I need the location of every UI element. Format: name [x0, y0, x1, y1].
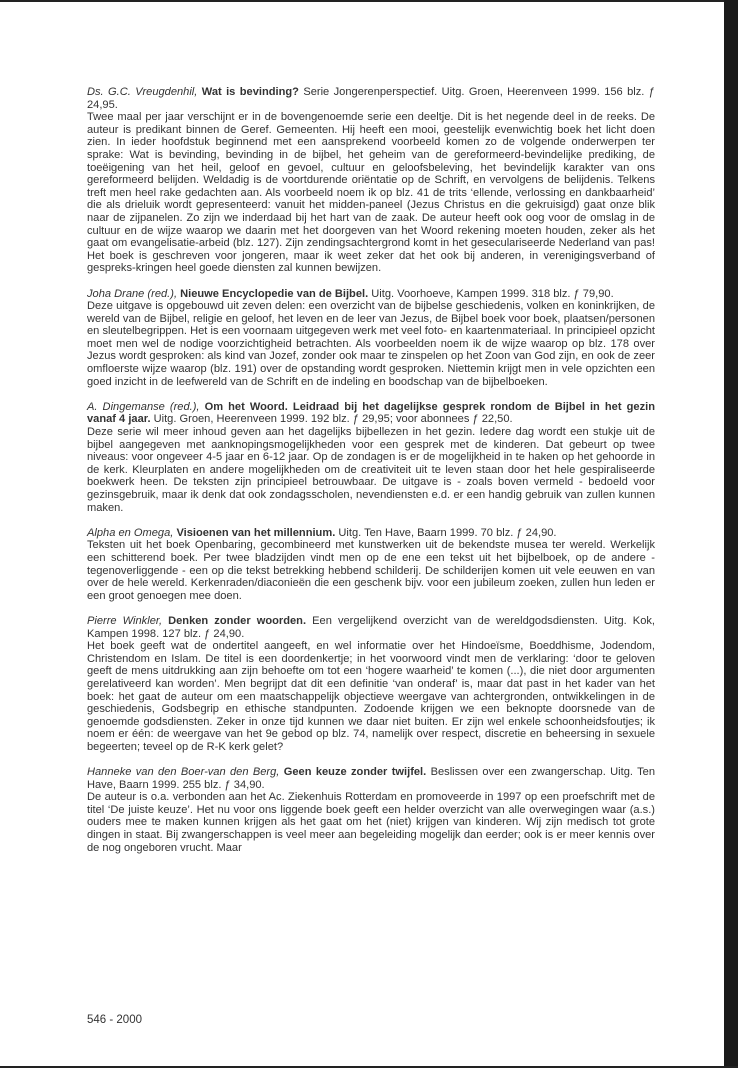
- review-heading: [87, 527, 655, 540]
- review-meta: Uitg. Voorhoeve, Kampen 1999. 318 blz. ƒ 79,90.: [371, 287, 614, 300]
- review-author: Alpha en Omega,: [87, 526, 174, 539]
- top-border: [0, 0, 738, 2]
- review-author: A. Dingemanse (red.),: [87, 400, 200, 413]
- review-title: Om het Woord. Leidraad bij het dagelijkse gesprek rondom de Bijbel in het gezin vanaf 4 jaar.: [87, 400, 655, 426]
- review-meta: Uitg. Ten Have, Baarn 1999. 70 blz. ƒ 24,90.: [338, 526, 557, 539]
- review-title: Wat is bevinding?: [201, 86, 299, 98]
- review-heading: [87, 766, 655, 791]
- review-heading: [87, 615, 655, 640]
- review-author: Ds. G.C. Vreugdenhil,: [87, 86, 198, 98]
- review-meta: Uitg. Groen, Heerenveen 1999. 192 blz. ƒ 29,95; voor abonnees ƒ 22,50.: [153, 413, 513, 426]
- review-author: Joha Drane (red.),: [87, 287, 178, 300]
- review-meta: Beslissen over een zwangerschap. Uitg. Ten Have, Baarn 1999. 255 blz. ƒ 34,90.: [87, 766, 655, 791]
- review-text: Deze uitgave is opgebouwd uit zeven delen: een overzicht van de bijbelse geschiedenis, volken en koninkrijken, de wereld van de Bijbel, religie en geloof, het leven en de leer van Jezus, de Bijbel boek voor boek, plaatsen/personen en sleutelbegrippen. Het is een voornaam uitgegeven werk met veel foto- en kaartenmateriaal. In principieel opzicht moet men wel de nodige voorzichtigheid betrachten. Als voorbeelden noem ik de wijze waarop op blz. 178 over Jezus wordt gesproken: als kind van Jozef, zonder ook maar te zinspelen op het Zoon van God zijn, en ook de zeer omfloerste wijze waarop (blz. 191) over de opstanding wordt gesproken. Niettemin krijgt men in vele opzichten een goed inzicht in de leefwereld van de Schrift en de indeling en boodschap van de bijbelboeken.: [87, 300, 655, 388]
- review-meta: Serie Jongerenperspectief. Uitg. Groen, Heerenveen 1999. 156 blz. ƒ 24,95.: [87, 86, 655, 111]
- review-author: Pierre Winkler,: [87, 614, 163, 627]
- review-meta: Een vergelijkend overzicht van de wereldgodsdiensten. Uitg. Kok, Kampen 1998. 127 blz. ƒ 24,90.: [87, 614, 656, 640]
- review-title: Nieuwe Encyclopedie van de Bijbel.: [180, 287, 369, 300]
- review-title: Denken zonder woorden.: [168, 614, 307, 627]
- review-title: Geen keuze zonder twijfel.: [283, 766, 427, 779]
- page-body: [87, 86, 655, 867]
- review-item: [87, 615, 655, 754]
- page-number: 546 - 2000: [87, 1014, 142, 1026]
- review-text: Teksten uit het boek Openbaring, gecombineerd met kunstwerken uit de bekendste musea ter wereld. Werkelijk een schitterend boek. Per twee bladzijden vindt men op de ene een tekst uit het bijbelboek, op de andere - tegenoverliggende - een op die tekst betrekking hebbend schilderij. De schilderijen komen uit vele eeuwen en van over de hele wereld. Kerkenraden/diaconieën die een geschenk bijv. voor een jubileum zoeken, zullen hun leden er een groot genoegen mee doen.: [87, 539, 655, 602]
- review-item: [87, 766, 655, 854]
- review-heading: [87, 401, 655, 426]
- review-author: Hanneke van den Boer-van den Berg,: [87, 766, 280, 779]
- review-item: [87, 401, 655, 514]
- right-scan-edge: [724, 0, 738, 1068]
- review-text: Het boek geeft wat de ondertitel aangeeft, en wel informatie over het Hindoeïsme, Boeddhisme, Jodendom, Christendom en Islam. De titel is een doordenkertje; in het voorwoord vindt men de verklaring: ‘door te geloven geeft de mens uitdrukking aan zijn behoefte om tot een ‘hogere waarheid’ te komen (...), die niet door argumenten gerelativeerd kan worden’. Men begrijpt dat dit een definitie ‘van onderaf’ is, maar dat past in het kader van het boek: het gaat de auteur om een maatschappelijk objectieve weergave van achtergronden, ontwikkelingen in de geschiedenis, Godsbegrip en ethische standpunten. Zodoende krijgen we een beknopte doorsnede van de genoemde godsdiensten. Zeker in onze tijd kunnen we daar niet buiten. Er zijn wel enkele schoonheidsfoutjes; ik noem er één: de weergave van het 9e gebod op blz. 74, namelijk over respect, discretie en beheersing in sexuele begeerten; teveel op de R-K kerk gelet?: [87, 640, 655, 753]
- review-heading: [87, 86, 655, 111]
- review-text: Twee maal per jaar verschijnt er in de bovengenoemde serie een deeltje. Dit is het negende deel in de reeks. De auteur is predikant binnen de Geref. Gemeenten. Hij heeft een mooi, geestelijk evenwichtig boek het licht doen zien. In ieder hoofdstuk beginnend met een aansprekend voorbeeld komen zo de volgende onderwerpen ter sprake: Wat is bevinding, bevinding in de bijbel, het geheim van de gereformeerd-bevindelijke prediking, de toeëigening van het heil, geloof en gevoel, cultuur en geloofsbeleving, het bevindelijk karakter van ons gereformeerd belijden. Weldadig is de voortdurende oriëntatie op de Schrift, en vervolgens de belijdenis. Telkens treft men heel rake gedachten aan. Als voorbeeld noem ik op blz. 41 de trits ‘ellende, verlossing en dankbaarheid’ die als drieluik wordt gepresenteerd: vanuit het midden-paneel (Jezus Christus en die gekruisigd) gaat onze blik naar de zijpanelen. Zo zijn we inderdaad bij het hart van de zaak. De auteur heeft ook oog voor de omslag in de cultuur en de wijze waarop we daarin met het doorgeven van het Woord rekening moeten houden, zeker als het gaat om evangelisatie-arbeid (blz. 127). Zijn zendingsachtergrond komt in het geseculariseerde Nederland van pas! Het boek is geschreven voor jongeren, maar ik weet zeker dat het ook bij anderen, in verenigingsverband of gespreks-kringen heel goede diensten zal kunnen bewijzen.: [87, 111, 655, 275]
- review-heading: [87, 288, 655, 301]
- review-item: [87, 288, 655, 389]
- review-text: De auteur is o.a. verbonden aan het Ac. Ziekenhuis Rotterdam en promoveerde in 1997 op een proefschrift met de titel ‘De juiste keuze’. Het nu voor ons liggende boek geeft een helder overzicht van alle overwegingen waar (a.s.) ouders mee te maken kunnen krijgen als het gaat om het (niet) krijgen van kinderen. Wij zijn medisch tot grote dingen in staat. Bij zwangerschappen is veel meer aan begeleiding mogelijk dan eerder; ook is er meer kennis over de nog ongeboren vrucht. Maar: [87, 791, 655, 854]
- review-item: [87, 86, 655, 275]
- review-item: [87, 527, 655, 603]
- review-title: Visioenen van het millennium.: [176, 526, 336, 539]
- review-text: Deze serie wil meer inhoud geven aan het dagelijks bijbellezen in het gezin. Iedere dag wordt een stukje uit de bijbel aangegeven met aanknopingsmogelijkheden voor een gesprek met de kinderen. Dat gebeurt op twee niveaus: voor ongeveer 4-5 jaar en 6-12 jaar. Op de zondagen is er de mogelijkheid in te haken op het gehoorde in de kerk. Kleurplaten en andere mogelijkheden om de creativiteit uit te leven staan door het hele gespiraliseerde boekwerk heen. De teksten zijn principieel betrouwbaar. De uitgave is - zoals boven vermeld - bedoeld voor gezinsgebruik, maar ik denk dat ook zondagsscholen, nevendiensten e.d. er een handig gebruik van zullen kunnen maken.: [87, 426, 655, 514]
